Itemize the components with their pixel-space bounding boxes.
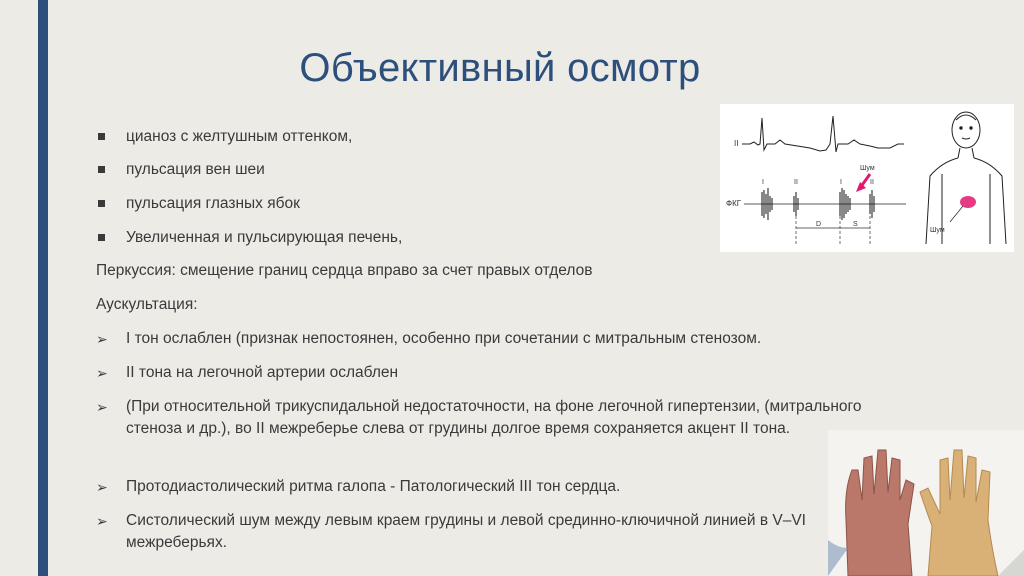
murmur-label: Шум: [860, 165, 875, 172]
murmur-zone-label: Шум: [930, 227, 945, 234]
patient-sketch: [926, 112, 1006, 244]
cuff: [998, 550, 1024, 576]
arrow-bullet-icon: ➢: [96, 399, 108, 415]
interval-label: D: [816, 221, 822, 228]
tone-label: II: [870, 179, 874, 186]
auscultation-heading: Аускультация:: [96, 296, 198, 313]
lead-label: II: [734, 139, 739, 148]
percussion-text: Перкуссия: смещение границ сердца вправо за счет правых отделов: [96, 262, 593, 279]
hands-photo: [828, 430, 1024, 576]
pointer-line: [950, 206, 963, 222]
ecg-trace: [742, 116, 904, 152]
hands-illustration: [828, 430, 1024, 576]
accent-bar: [38, 0, 48, 576]
square-bullet-icon: [98, 133, 105, 140]
square-bullet-icon: [98, 200, 105, 207]
arrow-bullet-icon: ➢: [96, 513, 108, 529]
tone-label: I: [762, 179, 764, 186]
tone-label: I: [840, 179, 842, 186]
arrow-bullet-icon: ➢: [96, 365, 108, 381]
page-title: Объективный осмотр: [299, 46, 701, 90]
square-bullet-icon: [98, 234, 105, 241]
ecg-pcg-diagram: [720, 104, 1014, 252]
arrow-bullet-icon: ➢: [96, 331, 108, 347]
jaundiced-hand: [920, 450, 998, 576]
pcg-label: ФКГ: [726, 199, 742, 208]
arrow-bullet-icon: ➢: [96, 479, 108, 495]
cyanotic-hand: [846, 450, 914, 576]
interval-markers: [796, 216, 870, 246]
interval-label: S: [853, 221, 858, 228]
square-bullet-icon: [98, 166, 105, 173]
sleeve: [828, 540, 848, 576]
ecg-pcg-figure: [720, 104, 1014, 252]
tone-label: II: [794, 179, 798, 186]
